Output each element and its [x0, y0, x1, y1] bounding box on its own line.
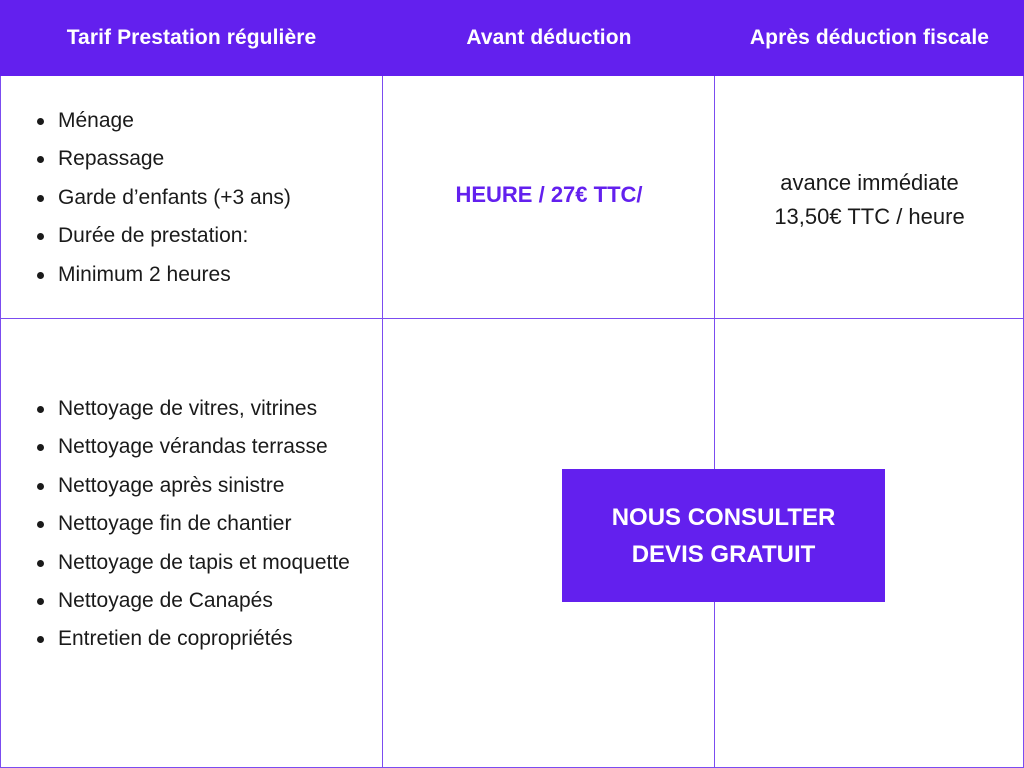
list-item: Nettoyage vérandas terrasse: [34, 428, 374, 466]
after-tax-line2: 13,50€ TTC / heure: [774, 204, 965, 229]
free-quote-button[interactable]: [562, 469, 885, 602]
list-item: Repassage: [34, 140, 374, 178]
grid-divider-row: [0, 318, 1024, 319]
header-avant-deduction: Avant déduction: [466, 26, 632, 49]
grid-border-left: [0, 76, 1, 768]
hourly-rate: HEURE / 27€ TTC/: [455, 182, 643, 207]
table-header: [0, 0, 1024, 76]
list-item: Nettoyage de vitres, vitrines: [34, 390, 374, 428]
list-item: Ménage: [34, 102, 374, 140]
list-item: Nettoyage après sinistre: [34, 467, 374, 505]
list-item: Durée de prestation:: [34, 217, 374, 255]
cta-line1: NOUS CONSULTER: [611, 503, 836, 531]
cta-line2: DEVIS GRATUIT: [631, 540, 816, 568]
grid-divider-col1: [382, 76, 383, 768]
specific-services-list: [34, 390, 374, 659]
header-apres-deduction: Après déduction fiscale: [749, 26, 990, 49]
list-item: Nettoyage fin de chantier: [34, 505, 374, 543]
after-tax-line1: avance immédiate: [780, 170, 959, 195]
list-item: Nettoyage de Canapés: [34, 582, 374, 620]
list-item: Entretien de copropriétés: [34, 620, 374, 658]
regular-services-list: [34, 102, 374, 294]
header-tarif: Tarif Prestation régulière: [66, 26, 317, 49]
list-item: Minimum 2 heures: [34, 256, 374, 294]
after-tax-rate: [715, 166, 1024, 234]
list-item: Nettoyage de tapis et moquette: [34, 544, 374, 582]
list-item: Garde d’enfants (+3 ans): [34, 179, 374, 217]
